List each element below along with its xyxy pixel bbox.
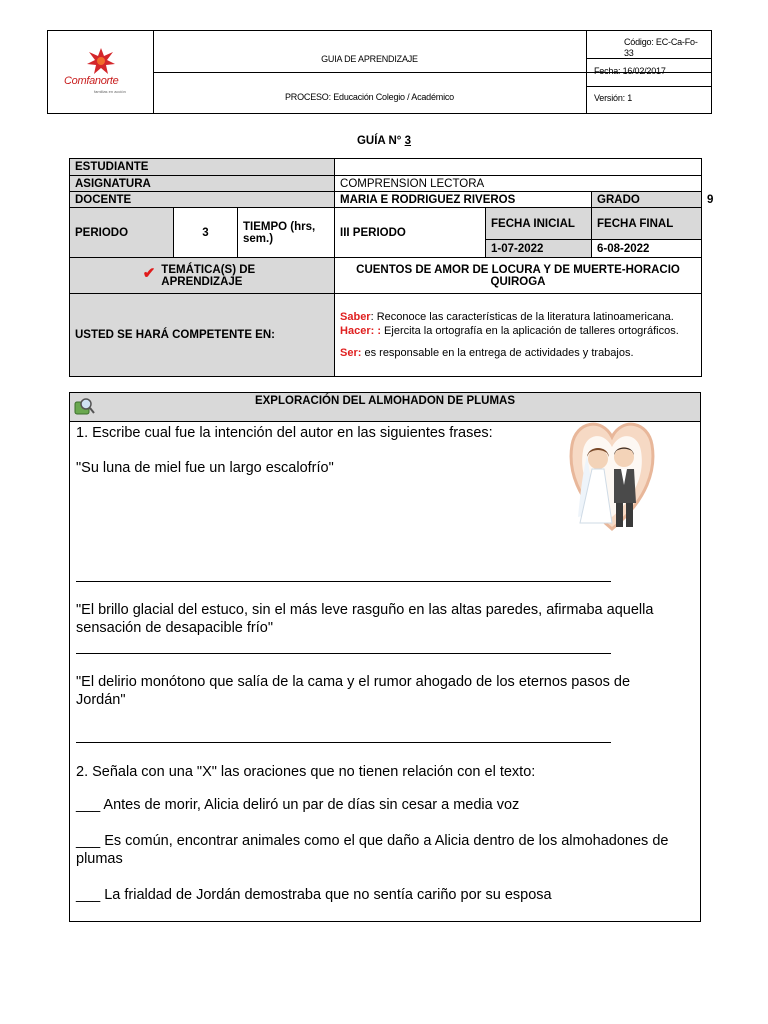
activity-heading: EXPLORACIÓN DEL ALMOHADON DE PLUMAS xyxy=(254,395,516,407)
saber-label: Saber xyxy=(340,311,371,323)
teacher-label: DOCENTE xyxy=(70,192,335,208)
subject-label: ASIGNATURA xyxy=(70,176,335,192)
guide-title xyxy=(0,135,768,147)
info-table: ESTUDIANTE ASIGNATURA COMPRENSION LECTORA DOCENTE MARIA E RODRIGUEZ RIVEROS GRADO 9 PERIODO 3 TIEMPO (hrs, sem.) III PERIODO FECHA INICIAL FECHA FINAL 1-07-2022 6-08-2022 ✔ TEMÁTICA(S) DE APRENDIZAJE CUENTOS DE AMOR DE LOCURA Y DE MUERTE-HORACIO QUIROGA USTED SE HARÁ COMPETENTE EN: Saber: Reconoce las características de la literatura latinoamericana. Hacer: : Ejercita la ortografía en la aplicación de talleres ortográficos. Ser: es responsable en la entrega de actividades y trabajos. xyxy=(69,158,702,377)
period-value: 3 xyxy=(174,208,238,258)
code-label: Código: EC-Ca-Fo-33 xyxy=(624,37,698,58)
subject-value: COMPRENSION LECTORA xyxy=(335,176,702,192)
hacer-text: Ejercita la ortografía en la aplicación de talleres ortográficos. xyxy=(380,325,679,337)
checkmark-icon: ✔ xyxy=(142,264,156,282)
ser-label: Ser: xyxy=(340,347,362,359)
grade-label: GRADO xyxy=(592,192,702,208)
answer-line-2[interactable] xyxy=(76,653,611,654)
comfanorte-logo xyxy=(64,47,142,107)
phrase-3-line-2: Jordán" xyxy=(76,692,126,708)
time-value: III PERIODO xyxy=(335,208,486,258)
saber-text: : Reconoce las características de la literatura latinoamericana. xyxy=(370,311,674,323)
competent-label: USTED SE HARÁ COMPETENTE EN: xyxy=(70,294,335,377)
competencies-cell xyxy=(335,294,702,377)
brand-name: Comfanorte xyxy=(64,75,119,87)
guide-label: GUIA DE APRENDIZAJE xyxy=(321,54,418,64)
hacer-label: Hacer: : xyxy=(340,325,381,337)
phrase-2-line-1: "El brillo glacial del estuco, sin el más leve rasguño en las altas paredes, afirmaba aquella xyxy=(76,602,654,618)
code-cell xyxy=(586,31,712,58)
phrase-2-line-2: sensación de desapacible frío" xyxy=(76,620,273,636)
time-label: TIEMPO (hrs, sem.) xyxy=(238,208,335,258)
version-label: Versión: 1 xyxy=(594,93,633,103)
guide-number: 3 xyxy=(404,135,412,147)
ser-text: es responsable en la entrega de actividades y trabajos. xyxy=(361,347,634,359)
date-label: Fecha: 16/02/2017 xyxy=(594,66,666,76)
option-3[interactable]: ___ La frialdad de Jordán demostraba que no sentía cariño por su esposa xyxy=(76,887,552,903)
answer-line-1[interactable] xyxy=(76,581,611,582)
process-label: PROCESO: Educación Colegio / Académico xyxy=(285,92,454,102)
end-date-label: FECHA FINAL xyxy=(592,208,702,240)
end-date-value: 6-08-2022 xyxy=(592,240,702,258)
period-label: PERIODO xyxy=(70,208,174,258)
activity-section xyxy=(69,392,701,922)
option-2-line-2: plumas xyxy=(76,851,123,867)
wedding-couple-illustration xyxy=(566,407,658,537)
phrase-1: "Su luna de miel fue un largo escalofrío" xyxy=(76,460,334,476)
answer-line-3[interactable] xyxy=(76,742,611,743)
start-date-label: FECHA INICIAL xyxy=(486,208,592,240)
topics-label-cell xyxy=(70,258,335,294)
topics-label: TEMÁTICA(S) DE APRENDIZAJE xyxy=(161,263,256,288)
topics-value: CUENTOS DE AMOR DE LOCURA Y DE MUERTE-HORACIO QUIROGA xyxy=(335,258,702,294)
teacher-value: MARIA E RODRIGUEZ RIVEROS xyxy=(335,192,592,208)
question-2: 2. Señala con una "X" las oraciones que no tienen relación con el texto: xyxy=(76,764,536,780)
student-label: ESTUDIANTE xyxy=(70,159,335,176)
document-header xyxy=(47,30,712,114)
brand-tagline: familias en acción xyxy=(94,89,126,94)
student-value xyxy=(335,159,702,176)
question-1: 1. Escribe cual fue la intención del autor en las siguientes frases: xyxy=(76,425,493,441)
option-2-line-1[interactable]: ___ Es común, encontrar animales como el que daño a Alicia dentro de los almohadones de xyxy=(76,833,669,849)
start-date-value: 1-07-2022 xyxy=(486,240,592,258)
option-1[interactable]: ___ Antes de morir, Alicia deliró un par de días sin cesar a media voz xyxy=(76,797,520,813)
phrase-3-line-1: "El delirio monótono que salía de la cama y el rumor ahogado de los eternos pasos de xyxy=(76,674,631,690)
guide-title-prefix: GUÍA N° xyxy=(356,135,405,147)
logo-star-icon xyxy=(86,47,116,75)
